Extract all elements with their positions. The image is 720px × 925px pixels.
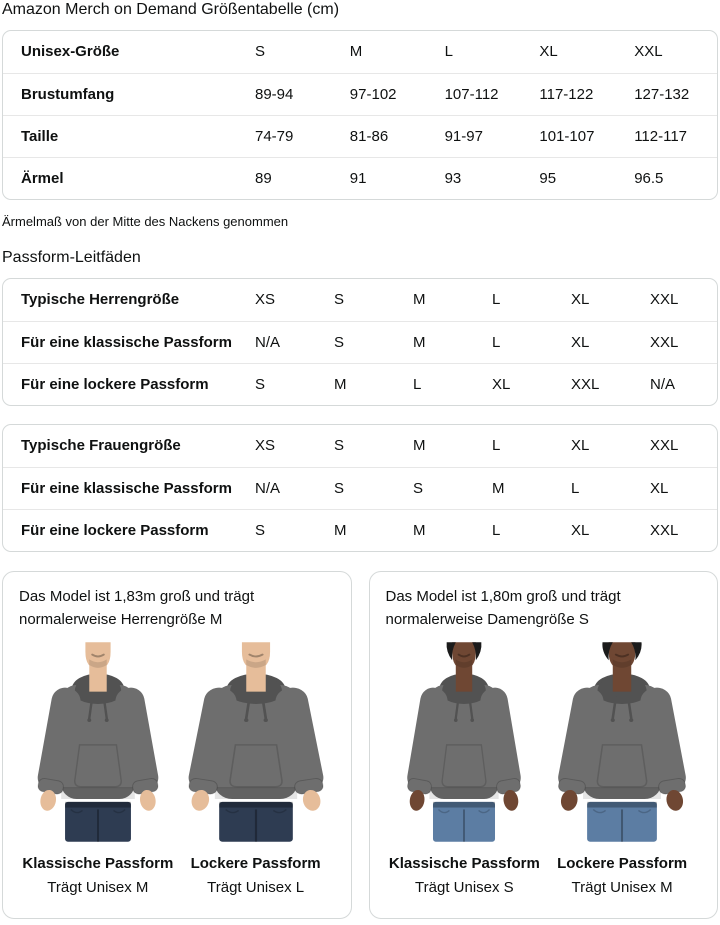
row-label: Für eine lockere Passform <box>3 509 243 551</box>
male-model-card <box>2 571 352 919</box>
male-figures <box>19 637 335 897</box>
table-row <box>3 73 717 115</box>
female-model-card <box>369 571 719 919</box>
fit-size-cell: M <box>413 437 426 455</box>
table-row <box>3 157 717 199</box>
fit-size-cell: M <box>322 363 401 405</box>
table-row <box>3 321 717 363</box>
female-classic-fit-figure <box>386 637 544 897</box>
fit-size-cell: XL <box>559 321 638 363</box>
fit-label: Lockere Passform <box>190 855 321 872</box>
row-label: Für eine klassische Passform <box>3 467 243 509</box>
size-header-cell: M <box>349 43 363 61</box>
male-loose-fit-photo <box>180 637 332 847</box>
fit-size-cell: L <box>480 321 559 363</box>
fit-size-cell: M <box>322 509 401 551</box>
fit-size-cell: XXL <box>638 509 717 551</box>
size-header-cell: S <box>255 43 266 61</box>
fit-label: Klassische Passform <box>388 855 540 872</box>
womens-fit-guide-table <box>3 425 717 551</box>
fit-size-cell: XS <box>255 437 276 455</box>
measure-cell: 96.5 <box>622 157 717 199</box>
male-classic-fit-figure <box>19 637 177 897</box>
fit-size-cell: S <box>243 363 322 405</box>
fit-size-cell: N/A <box>243 467 322 509</box>
fit-size-cell: L <box>492 437 501 455</box>
fit-size-cell: L <box>401 363 480 405</box>
fit-size-cell: S <box>243 509 322 551</box>
female-classic-fit-photo <box>388 637 540 847</box>
page-title: Amazon Merch on Demand Größentabelle (cm) <box>2 1 340 18</box>
row-label: Für eine klassische Passform <box>3 321 243 363</box>
fit-size-cell: XL <box>571 437 590 455</box>
measure-cell: 93 <box>433 157 528 199</box>
table-row <box>3 425 717 467</box>
fit-size-cell: L <box>492 291 501 309</box>
fit-size-cell: L <box>559 467 638 509</box>
row-label: Brustumfang <box>3 73 243 115</box>
fit-size-cell: XXL <box>638 321 717 363</box>
fit-size-cell: S <box>322 321 401 363</box>
measure-cell: 95 <box>527 157 622 199</box>
table-row <box>3 115 717 157</box>
row-label: Ärmel <box>3 157 243 199</box>
male-model-description: Das Model ist 1,83m groß und trägt normalerweise Herrengröße M <box>19 588 255 628</box>
fit-size-cell: XXL <box>650 437 679 455</box>
fit-size-cell: S <box>401 467 480 509</box>
measure-cell: 107-112 <box>433 73 528 115</box>
unisex-size-table-card <box>2 30 718 200</box>
row-label: Typische Herrengröße <box>21 291 180 309</box>
measure-cell: 91-97 <box>433 115 528 157</box>
size-label: Trägt Unisex S <box>415 879 514 896</box>
fit-size-cell: XL <box>571 291 590 309</box>
sleeve-measure-footnote: Ärmelmaß von der Mitte des Nackens genommen <box>2 214 289 229</box>
model-cards-row <box>2 571 718 919</box>
fit-size-cell: XS <box>255 291 276 309</box>
measure-cell: 89 <box>243 157 338 199</box>
table-row <box>3 509 717 551</box>
fit-size-cell: S <box>322 467 401 509</box>
measure-cell: 97-102 <box>338 73 433 115</box>
fit-size-cell: XXL <box>650 291 679 309</box>
fit-size-cell: XXL <box>559 363 638 405</box>
fit-size-cell: M <box>401 509 480 551</box>
fit-size-cell: M <box>401 321 480 363</box>
fit-size-cell: XL <box>559 509 638 551</box>
male-classic-fit-photo <box>22 637 174 847</box>
womens-fit-guide-card <box>2 424 718 552</box>
fit-label: Klassische Passform <box>22 855 174 872</box>
table-row <box>3 279 717 321</box>
measure-cell: 89-94 <box>243 73 338 115</box>
fit-size-cell: XL <box>638 467 717 509</box>
table-row <box>3 363 717 405</box>
female-loose-fit-photo <box>546 637 698 847</box>
size-label: Trägt Unisex M <box>571 879 673 896</box>
fit-label: Lockere Passform <box>557 855 688 872</box>
fit-size-cell: XL <box>480 363 559 405</box>
size-label: Trägt Unisex L <box>207 879 305 896</box>
fit-guides-heading: Passform-Leitfäden <box>2 249 141 266</box>
female-model-description: Das Model ist 1,80m groß und trägt normalerweise Damengröße S <box>385 588 621 628</box>
row-label: Typische Frauengröße <box>21 437 181 455</box>
row-label: Taille <box>3 115 243 157</box>
measure-cell: 117-122 <box>527 73 622 115</box>
measure-cell: 101-107 <box>527 115 622 157</box>
size-header-cell: XXL <box>634 43 663 61</box>
mens-fit-guide-card <box>2 278 718 406</box>
table-row <box>3 31 717 73</box>
fit-size-cell: L <box>480 509 559 551</box>
fit-size-cell: S <box>334 437 345 455</box>
measure-cell: 91 <box>338 157 433 199</box>
row-label: Für eine lockere Passform <box>3 363 243 405</box>
row-label: Unisex-Größe <box>21 43 120 61</box>
female-loose-fit-figure <box>543 637 701 897</box>
male-loose-fit-figure <box>177 637 335 897</box>
fit-size-cell: S <box>334 291 345 309</box>
measure-cell: 127-132 <box>622 73 717 115</box>
size-label: Trägt Unisex M <box>47 879 149 896</box>
measure-cell: 74-79 <box>243 115 338 157</box>
fit-size-cell: N/A <box>638 363 717 405</box>
measure-cell: 81-86 <box>338 115 433 157</box>
size-header-cell: XL <box>539 43 558 61</box>
fit-size-cell: N/A <box>243 321 322 363</box>
fit-size-cell: M <box>480 467 559 509</box>
female-figures <box>386 637 702 897</box>
mens-fit-guide-table <box>3 279 717 405</box>
size-header-cell: L <box>444 43 453 61</box>
fit-size-cell: M <box>413 291 426 309</box>
unisex-size-table <box>3 31 717 199</box>
measure-cell: 112-117 <box>622 115 717 157</box>
table-row <box>3 467 717 509</box>
